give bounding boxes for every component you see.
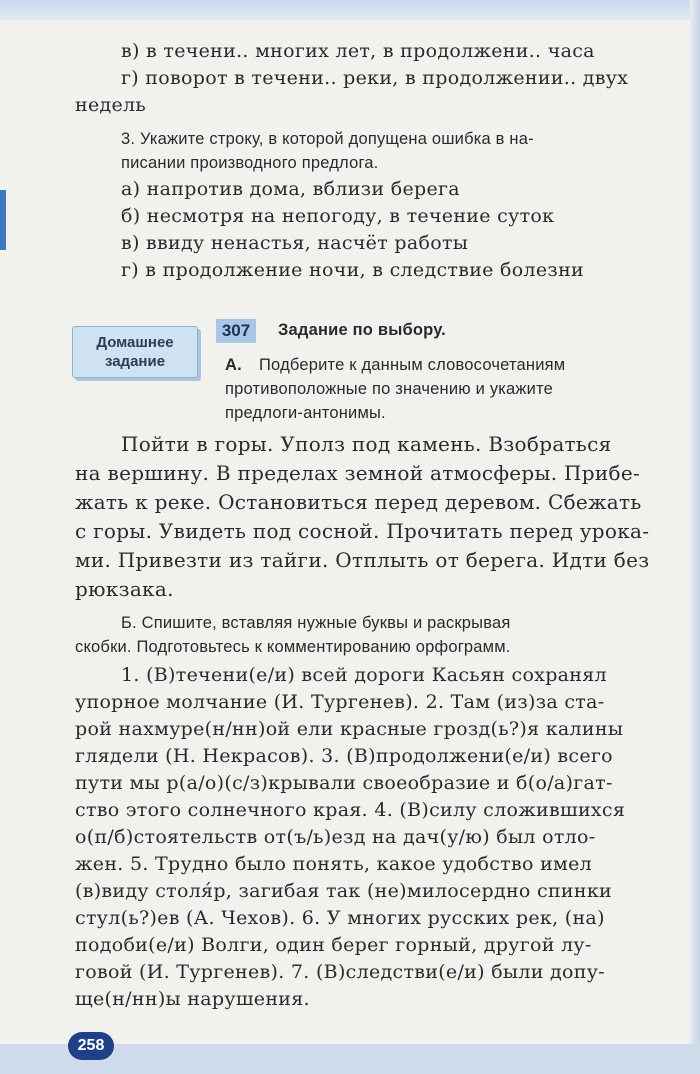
question-prompt: 3. Укажите строку, в которой допущена ошибка в на- [121, 130, 534, 148]
homework-label-line: задание [104, 353, 166, 370]
part-b-instruction: скобки. Подготовьтесь к комментированию орфограмм. [75, 638, 511, 656]
part-b-text: о(п/б)стоятельств от(ъ/ь)езд на дач(у/ю) был отло- [75, 826, 596, 848]
exercise-number: 307 [216, 319, 256, 343]
part-b-instruction: Б. Спишите, вставляя нужные буквы и раскрывая [121, 614, 511, 632]
part-a-text: ми. Привезти из тайги. Отплыть от берега. Идти без [75, 548, 650, 572]
part-b-text: жен. 5. Трудно было понять, какое удобство имел [75, 853, 593, 875]
part-b-text: говой (И. Тургенев). 7. (В)следстви(е/и) были допу- [75, 961, 605, 983]
part-a-text: Пойти в горы. Уполз под камень. Взобраться [121, 432, 612, 456]
part-a-text: на вершину. В пределах земной атмосферы. Прибе- [75, 461, 641, 485]
part-a-text: жать к реке. Остановиться перед деревом. Сбежать [75, 490, 642, 514]
text-line: недель [75, 94, 147, 116]
part-a-instruction: предлоги-антонимы. [225, 404, 386, 422]
homework-label-line: Домашнее [96, 334, 174, 351]
question-prompt: писании производного предлога. [121, 154, 379, 172]
answer-option: г) в продолжение ночи, в следствие болезни [121, 259, 585, 281]
part-b-text: ство этого солнечного края. 4. (В)силу сложившихся [75, 799, 626, 821]
part-b-text: 1. (В)течени(е/и) всей дороги Касьян сохранял [121, 664, 607, 686]
part-b-text: глядели (Н. Некрасов). 3. (В)продолжени(е/и) всего [75, 745, 613, 767]
text-line: г) поворот в течени.. реки, в продолжении.. двух [121, 67, 629, 89]
exercise-title: Задание по выбору. [278, 321, 446, 339]
page-number: 258 [68, 1032, 114, 1060]
part-b-text: рой нахмуре(н/нн)ой ели красные грозд(ь?)я калины [75, 718, 624, 740]
homework-label [72, 326, 198, 378]
answer-option: в) ввиду ненастья, насчёт работы [121, 232, 469, 254]
text-line: в) в течени.. многих лет, в продолжени.. часа [121, 40, 595, 62]
part-b-text: упорное молчание (И. Тургенев). 2. Там (из)за ста- [75, 691, 605, 713]
top-decor-band [0, 0, 700, 20]
part-b-text: подоби(е/и) Волги, один берег горный, другой лу- [75, 934, 592, 956]
part-a-text: рюкзака. [75, 577, 174, 601]
margin-marker [0, 190, 6, 250]
part-a-marker: А. [225, 356, 242, 374]
part-b-text: стул(ь?)ев (А. Чехов). 6. У многих русских рек, (на) [75, 907, 605, 929]
answer-option: а) напротив дома, вблизи берега [121, 178, 460, 200]
part-a-text: с горы. Увидеть под сосной. Прочитать перед урока- [75, 519, 650, 543]
right-decor-band [690, 0, 700, 1074]
part-b-text: (в)виду столя́р, загибая так (не)милосердно спинки [75, 880, 612, 902]
answer-option: б) несмотря на непогоду, в течение суток [121, 205, 555, 227]
part-a-instruction: Подберите к данным словосочетаниям [259, 356, 566, 374]
part-a-instruction: противоположные по значению и укажите [225, 380, 554, 398]
part-b-text: пути мы р(а/о)(с/з)крывали своеобразие и б(о/а)гат- [75, 772, 613, 794]
part-b-text: ще(н/нн)ы нарушения. [75, 988, 310, 1010]
